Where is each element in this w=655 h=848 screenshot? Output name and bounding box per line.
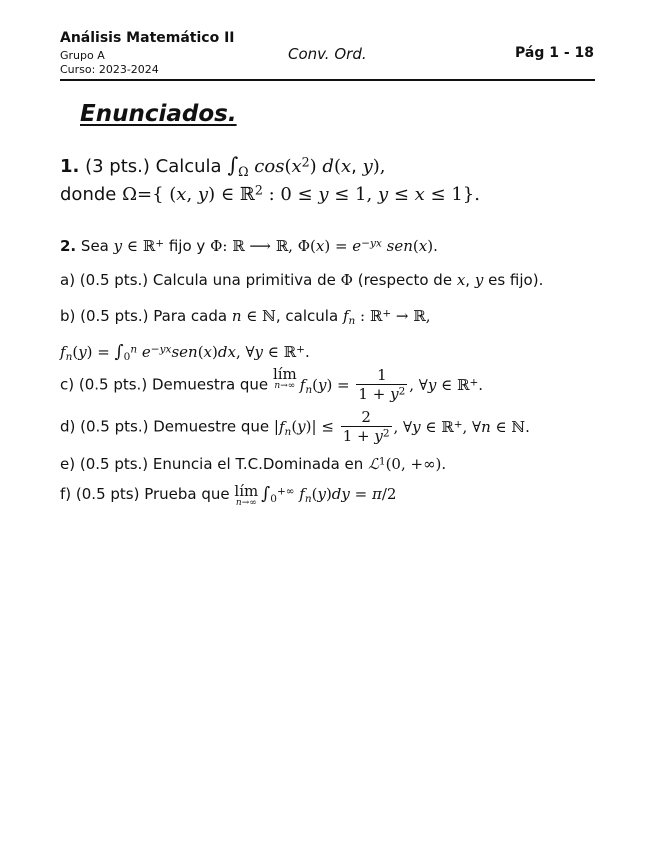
question-1-text: (3 pts.) Calcula [85,156,222,177]
year-label: Curso: 2023-2024 [60,63,159,76]
question-2b-text: b) (0.5 pts.) Para cada [60,307,228,325]
question-2-intro-text: Sea [80,237,109,255]
question-2f: f) (0.5 pts) Prueba que lím n→∞ $\int_0^{+\infty}$ $f_n(y)dy = \pi/2$ [60,482,397,508]
exam-label: Conv. Ord. [288,45,367,63]
question-1-line-1 [60,153,386,177]
page-number: Pág 1 - 18 [514,45,594,61]
question-2a-tail-2: es fijo). [488,271,544,289]
question-1-where: donde [60,184,117,205]
question-2c: c) (0.5 pts.) Demuestra que lím n→∞ $f_n(y)$ = $\frac{1}{1 + y^2}$ , ∀y ∈ ℝ+. [60,364,484,403]
question-2-intro-text-2: fijo y [168,237,206,255]
group-label: Grupo A [60,49,105,62]
question-2b-formula: $f_n(y) = \int_0^n$ $e^{-yx}sen(x)dx$, ∀y ∈ ℝ+. [60,342,310,364]
question-2f-text: f) (0.5 pts) Prueba que [60,485,230,503]
question-2-intro: 2. Sea y ∈ ℝ+ fijo y Φ: ℝ ⟶ ℝ, $\Phi(x) = e^{-yx}$ sen(x). [60,237,438,255]
question-2-number: 2. [60,237,77,255]
question-2e-text: e) (0.5 pts.) Enuncia el T.C.Dominada en [60,455,364,473]
question-2a: a) (0.5 pts.) Calcula una primitiva de Φ (respecto de x, y es fijo). [60,271,544,289]
section-title: Enunciados. [80,101,237,127]
question-2e: e) (0.5 pts.) Enuncia el T.C.Dominada en ℒ$^1$(0, +∞). [60,455,447,473]
question-2c-text: c) (0.5 pts.) Demuestra que [60,375,269,394]
header-rule [60,79,595,81]
question-1-number: 1. [60,156,80,177]
question-2a-tail: (respecto de [357,271,453,289]
question-2d: d) (0.5 pts.) Demuestre que $|f_n(y)|$ ≤ $\frac{2}{1 + y^2}$ , ∀y ∈ ℝ+, ∀n ∈ ℕ. [60,408,530,445]
question-1-formula: $\int_\Omega$ $\cos(x^2)$ d(x, y), [227,153,386,179]
question-2a-text: a) (0.5 pts.) Calcula una primitiva de [60,271,336,289]
question-1-line-2 [60,184,480,205]
course-title: Análisis Matemático II [60,30,235,46]
question-2b: b) (0.5 pts.) Para cada n ∈ ℕ, calcula $f_n$ : ℝ+ → ℝ, [60,307,431,328]
question-2b-mid: , calcula [275,307,339,325]
question-1-domain: Ω={ (x, y) ∈ ℝ$^2$ : 0 ≤ y ≤ 1, y ≤ x ≤ 1}. [122,182,480,205]
question-2d-text: d) (0.5 pts.) Demuestre que [60,417,270,436]
